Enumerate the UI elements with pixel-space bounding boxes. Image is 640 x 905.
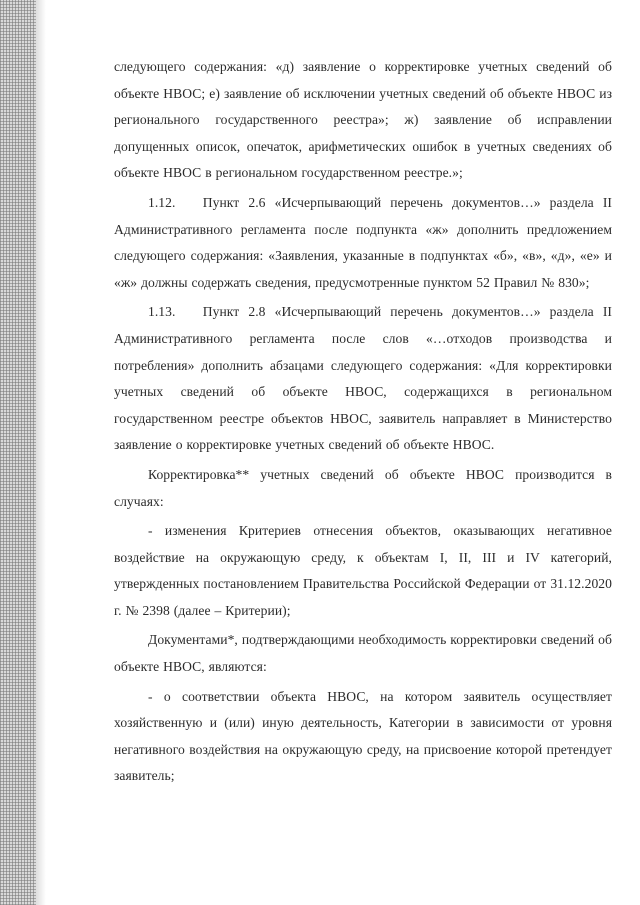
paragraph-compliance: - о соответствии объекта НВОС, на котором заявитель осуществляет хозяйственную и (или) иную деятельность, Категории в зависимости от уровня негативного воздействия на окружающую среду, на присвоение которой претендует заявитель; xyxy=(114,688,612,784)
paragraph-criteria-change: - изменения Критериев отнесения объектов, оказывающих негативное воздействие на окружающую среду, к объектам I, II, III и IV категорий, утвержденных постановлением Правительства Российской Федерации от 31.12.2020 г. № 2398 (далее – Критерии); xyxy=(114,523,612,618)
paragraph-correction: Корректировка** учетных сведений об объекте НВОС производится в случаях: xyxy=(114,466,612,509)
paragraph-item-1-13: 1.13. Пункт 2.8 «Исчерпывающий перечень документов…» раздела II Административного регламента после слов «…отходов производства и потребления» дополнить абзацами следующего содержания: «Для корректировки учетных сведений об объекте НВОС, содержащихся в региональном государственном реестре объектов НВОС, заявитель направляет в Министерство заявление о корректировке учетных сведений об объекте НВОС. xyxy=(114,304,612,453)
paragraph-continuation: следующего содержания: «д) заявление о корректировке учетных сведений об объекте НВОС; е) заявление об исключении учетных сведений об объекте НВОС из регионального государственного реестра»; ж) заявление об исправлении допущенных описок, опечаток, арифметических ошибок в учетных сведениях об объекте НВОС в региональном государственном реестре.»; xyxy=(114,59,612,181)
paragraph-documents: Документами*, подтверждающими необходимость корректировки сведений об объекте НВОС, являются: xyxy=(114,632,612,675)
document-page xyxy=(114,54,612,790)
paragraph-item-1-12: 1.12. Пункт 2.6 «Исчерпывающий перечень документов…» раздела II Административного регламента после подпункта «ж» дополнить предложением следующего содержания: «Заявления, указанные в подпунктах «б», «в», «д», «е» и «ж» должны содержать сведения, предусмотренные пунктом 52 Правил № 830»; xyxy=(114,194,612,290)
scan-margin-fade xyxy=(36,0,46,905)
scan-margin xyxy=(0,0,36,905)
